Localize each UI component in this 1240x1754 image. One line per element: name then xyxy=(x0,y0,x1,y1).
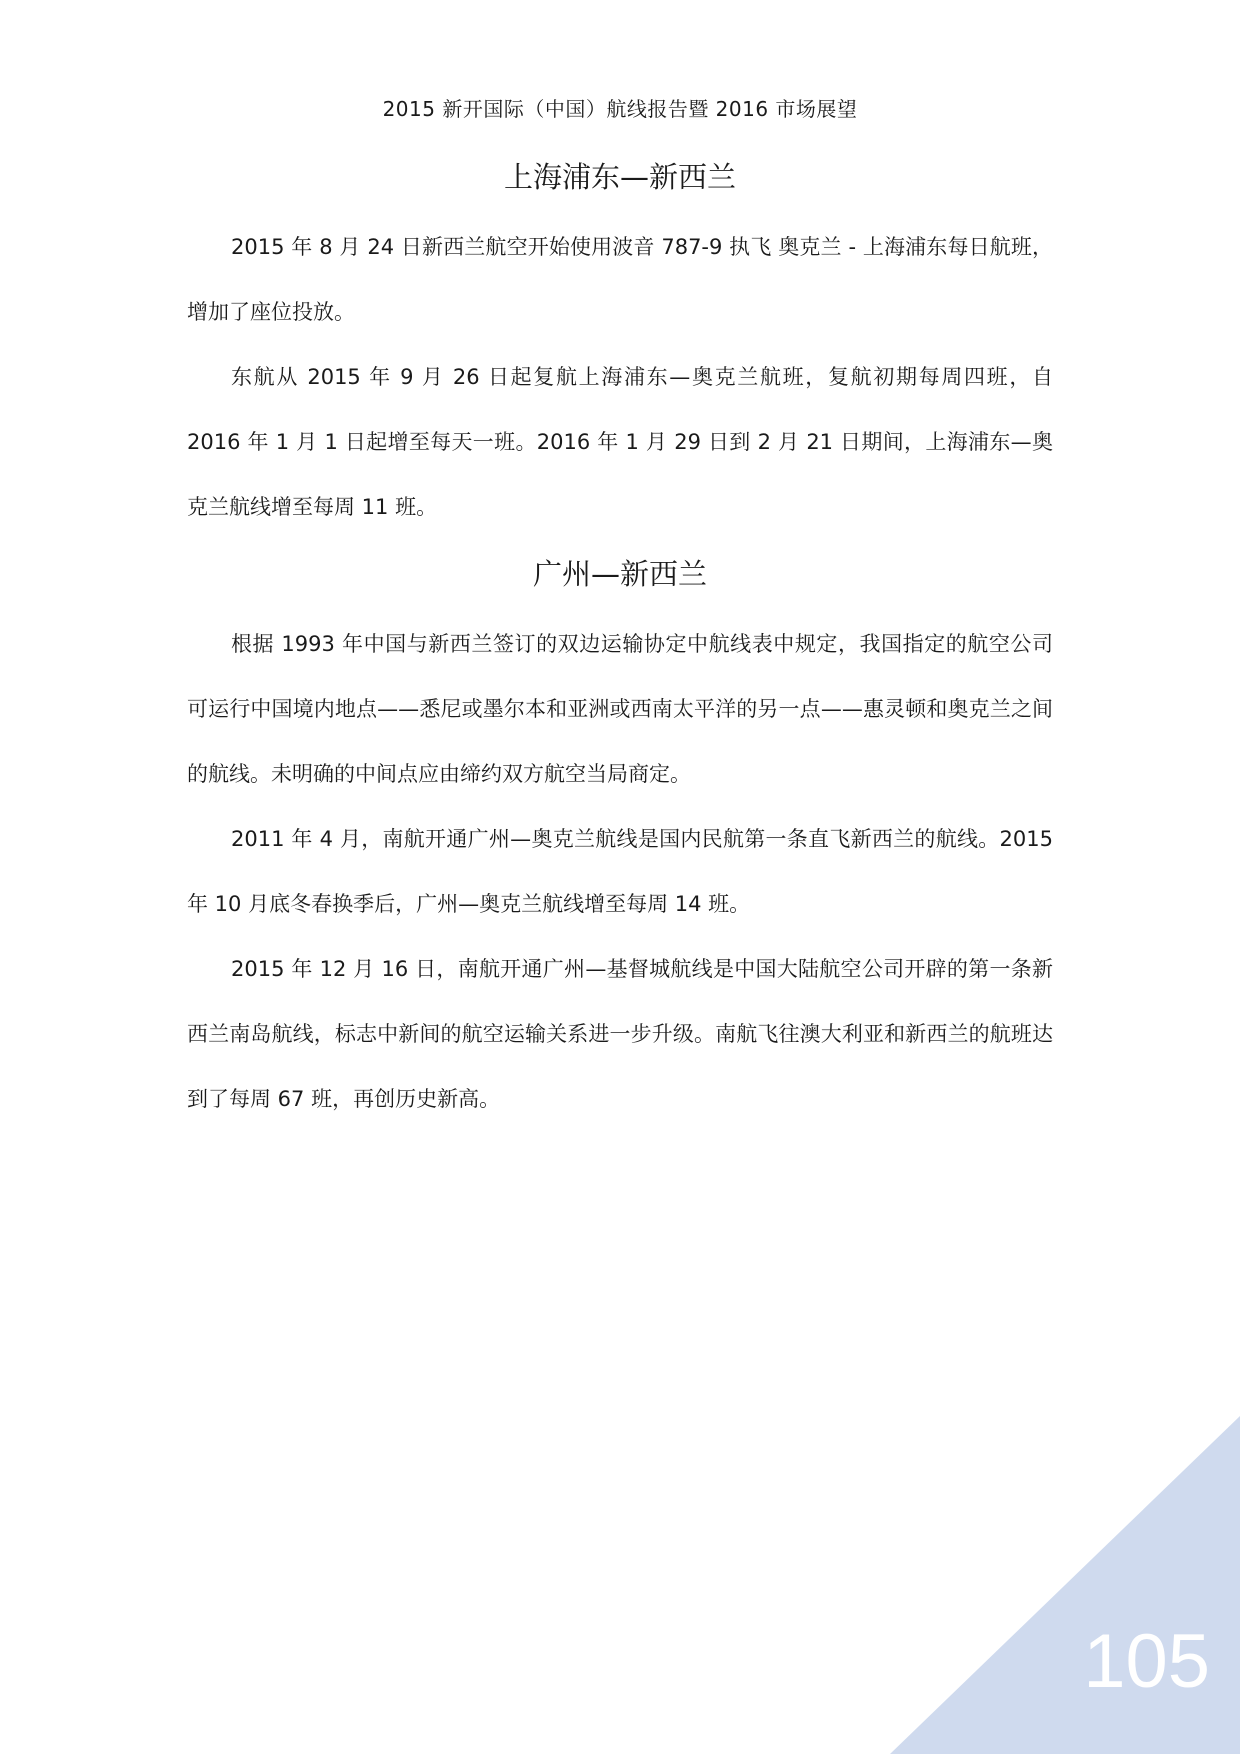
paragraph: 2015 年 12 月 16 日，南航开通广州—基督城航线是中国大陆航空公司开辟的第一条新西兰南岛航线，标志中新间的航空运输关系进一步升级。南航飞往澳大利亚和新西兰的航班达到了每周 67 班，再创历史新高。 xyxy=(187,957,1053,1111)
page-number: 105 xyxy=(1083,1619,1210,1704)
paragraph: 2015 年 8 月 24 日新西兰航空开始使用波音 787-9 执飞 奥克兰 - 上海浦东每日航班，增加了座位投放。 xyxy=(187,235,1053,324)
document-body xyxy=(187,155,1053,1132)
section-heading-shanghai-nz: 上海浦东—新西兰 xyxy=(503,160,736,194)
paragraph: 东航从 2015 年 9 月 26 日起复航上海浦东—奥克兰航班，复航初期每周四班，自 2016 年 1 月 1 日起增至每天一班。2016 年 1 月 29 日到 2 月 21 日期间，上海浦东—奥克兰航线增至每周 11 班。 xyxy=(187,365,1053,519)
running-header: 2015 新开国际（中国）航线报告暨 2016 市场展望 xyxy=(382,97,858,121)
section-heading-guangzhou-nz: 广州—新西兰 xyxy=(532,557,707,591)
paragraph: 2011 年 4 月，南航开通广州—奥克兰航线是国内民航第一条直飞新西兰的航线。2015 年 10 月底冬春换季后，广州—奥克兰航线增至每周 14 班。 xyxy=(187,827,1053,916)
paragraph: 根据 1993 年中国与新西兰签订的双边运输协定中航线表中规定，我国指定的航空公司可运行中国境内地点——悉尼或墨尔本和亚洲或西南太平洋的另一点——惠灵顿和奥克兰之间的航线。未明确的中间点应由缔约双方航空当局商定。 xyxy=(187,632,1053,786)
